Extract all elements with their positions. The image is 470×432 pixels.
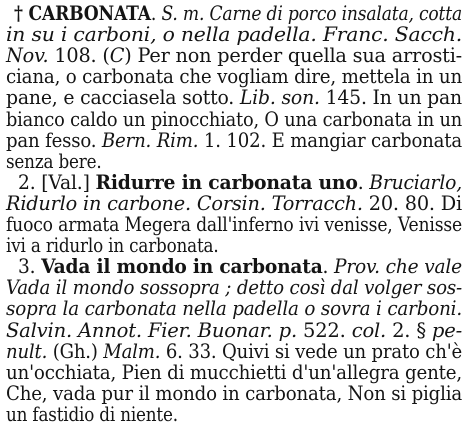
- text-run: .: [322, 255, 335, 279]
- text-run: Malm.: [103, 339, 161, 363]
- text-run: Prov. che vale: [334, 255, 462, 279]
- text-run: pane, e cacciasela sotto.: [6, 86, 240, 110]
- text-run: col.: [351, 318, 387, 342]
- text-run: ) Per non perder quella sua arrosti-: [124, 44, 463, 68]
- text-run: .: [150, 2, 162, 25]
- text-run: nult.: [6, 339, 48, 363]
- text-run: Ridurre in carbonata uno: [95, 170, 358, 194]
- text-run: 2. §: [386, 318, 432, 342]
- text-run: pan fesso.: [6, 128, 102, 152]
- text-run: 2. [Val.]: [18, 170, 96, 194]
- text-run: 145. In un pan: [319, 86, 462, 110]
- text-run: Nov.: [6, 44, 49, 68]
- text-run: Che, vada pur il mondo in carbonata, Non si piglia: [6, 381, 462, 405]
- text-run: 3.: [18, 255, 42, 279]
- text-run: Bern. Rim.: [101, 128, 199, 152]
- text-run: ivi a ridurlo in carbonata.: [6, 234, 219, 258]
- text-run: sopra la carbonata nella padella o sovra i carboni.: [6, 297, 462, 321]
- text-run: (Gh.): [47, 339, 104, 363]
- text-run: Salvin. Annot. Fier. Buonar. p.: [6, 318, 297, 342]
- text-run: 108. (: [48, 44, 110, 68]
- text-run: Vada il mondo in carbonata: [41, 255, 323, 279]
- text-run: Vada il mondo sossopra ; detto così dal volger sos-: [6, 276, 462, 300]
- text-run: † CARBONATA: [14, 2, 151, 25]
- text-run: pe-: [431, 318, 462, 342]
- text-run: un fastidio di niente.: [6, 402, 178, 426]
- text-run: Bruciarlo,: [369, 170, 462, 194]
- text-run: in su i carboni, o nella padella. Franc. Sacch.: [6, 23, 462, 47]
- text-run: Ridurlo in carbone. Corsin. Torracch.: [6, 191, 363, 215]
- text-run: 20. 80. Di: [362, 191, 462, 215]
- text-run: 522.: [296, 318, 352, 342]
- text-run: C: [109, 44, 125, 68]
- text-run: 1. 102. E mangiar carbonata: [198, 128, 463, 152]
- text-run: fuoco armata Megera dall'inferno ivi venisse, Venisse: [6, 213, 462, 236]
- text-run: bianco caldo un pinocchiato, O una carbonata in un: [6, 107, 462, 131]
- text-run: S. m. Carne di porco insalata, cotta: [161, 2, 463, 25]
- text-run: Lib. son.: [239, 86, 320, 110]
- entry-line-20: [6, 403, 178, 427]
- text-run: senza bere.: [6, 149, 102, 173]
- text-run: un'occhiata, Pien di mucchietti d'un'allegra gente,: [6, 360, 462, 384]
- text-run: ciana, o carbonata che vogliam dire, mettela in un: [6, 65, 462, 89]
- text-run: 6. 33. Quivi si vede un prato ch'è: [160, 339, 462, 363]
- text-run: .: [357, 170, 370, 194]
